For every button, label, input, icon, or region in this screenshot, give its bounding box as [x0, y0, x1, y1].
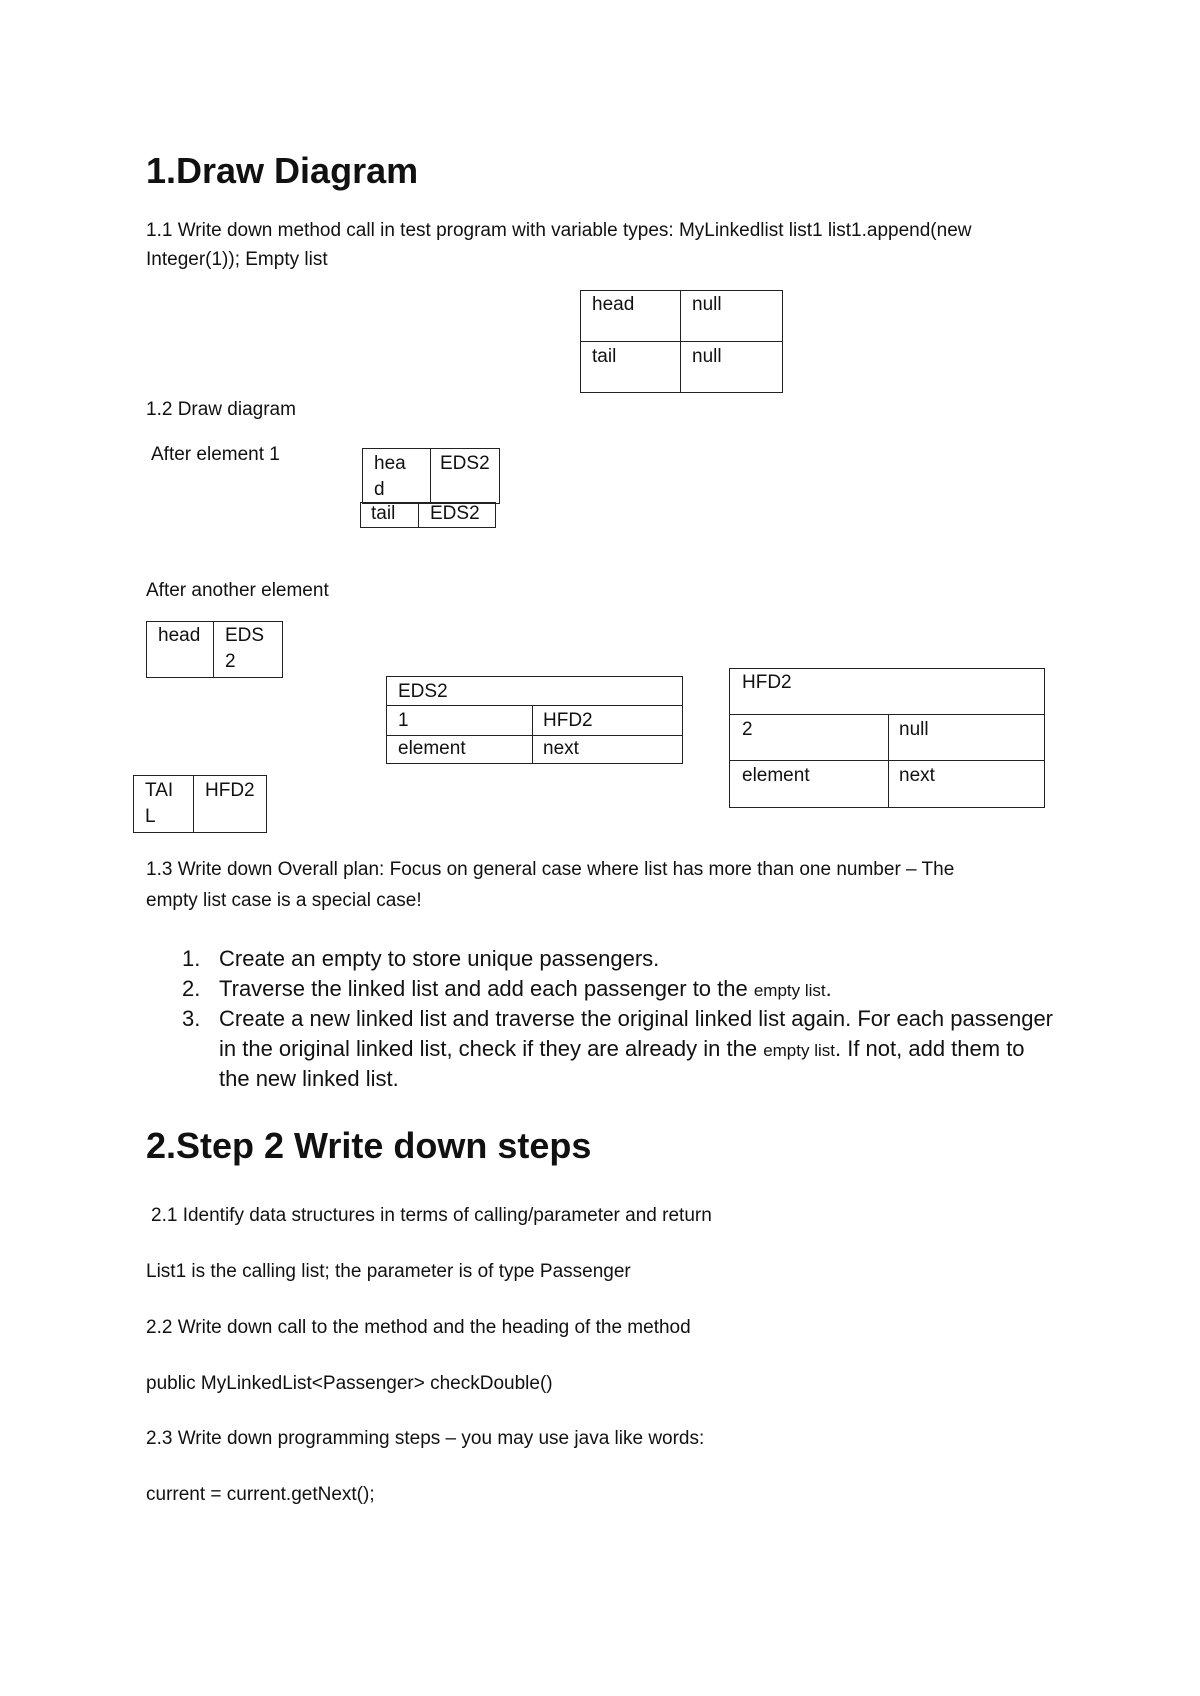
- list-item-text: in the original linked list, check if they are already in the: [219, 1036, 764, 1061]
- tail-value: null: [692, 346, 722, 367]
- list-item: Create a new linked list and traverse the original linked list again. For each passenger: [219, 1006, 1054, 1031]
- paragraph-2-2: 2.2 Write down call to the method and the heading of the method: [146, 1317, 691, 1338]
- paragraph-1-3-line2: empty list case is a special case!: [146, 890, 422, 911]
- table-divider: [532, 705, 533, 764]
- paragraph-1-1-line2: Integer(1)); Empty list: [146, 249, 328, 270]
- list-number: 1.: [182, 946, 201, 971]
- node-title: EDS2: [398, 681, 448, 702]
- list-item: Create an empty to store unique passengers.: [219, 946, 660, 971]
- paragraph-1-1-line1: 1.1 Write down method call in test program with variable types: MyLinkedlist list1 list1.append(new: [146, 220, 972, 241]
- list-number: 3.: [182, 1006, 201, 1031]
- tail-label: [145, 778, 173, 830]
- tail-label-part: TAI: [145, 780, 174, 801]
- paragraph-2-1-body: List1 is the calling list; the parameter is of type Passenger: [146, 1261, 631, 1282]
- section2-heading: 2.Step 2 Write down steps: [146, 1125, 592, 1166]
- element-value: 1: [398, 710, 409, 731]
- paragraph-1-3-line1: 1.3 Write down Overall plan: Focus on general case where list has more than one number – The: [146, 859, 955, 880]
- head-label-part: hea: [374, 453, 406, 474]
- list-item-text: .: [825, 976, 832, 1001]
- list-number: 2.: [182, 976, 201, 1001]
- list-item-text: . If not, add them to: [834, 1036, 1025, 1061]
- head-value: [225, 623, 264, 675]
- head-label: head: [158, 625, 201, 646]
- paragraph-2-2-body: public MyLinkedList<Passenger> checkDouble(): [146, 1373, 553, 1394]
- paragraph-1-2: 1.2 Draw diagram: [146, 399, 296, 420]
- next-value: HFD2: [543, 710, 593, 731]
- head-label-part: d: [374, 479, 385, 500]
- list-item: [219, 974, 832, 1006]
- head-value-part: EDS: [225, 625, 265, 646]
- tail-label-part: L: [145, 806, 156, 827]
- table-divider: [193, 775, 194, 833]
- head-label: head: [592, 294, 635, 315]
- element-label: element: [742, 765, 810, 786]
- head-label: [374, 451, 406, 503]
- table-divider: [729, 714, 1045, 715]
- table-divider: [888, 714, 889, 808]
- tail-label: tail: [592, 346, 617, 367]
- tail-value: HFD2: [205, 780, 255, 801]
- after-another-element-label: After another element: [146, 580, 329, 601]
- tail-label: tail: [371, 503, 396, 524]
- next-label: next: [543, 738, 579, 759]
- element-value: 2: [742, 719, 753, 740]
- paragraph-2-3-body: current = current.getNext();: [146, 1484, 375, 1505]
- paragraph-2-1: 2.1 Identify data structures in terms of calling/parameter and return: [151, 1205, 712, 1226]
- paragraph-2-3: 2.3 Write down programming steps – you may use java like words:: [146, 1428, 705, 1449]
- list-item-text: Traverse the linked list and add each passenger to the: [219, 976, 754, 1001]
- after-element-1-label: After element 1: [151, 444, 280, 465]
- head-value: EDS2: [440, 453, 490, 474]
- table-divider: [430, 448, 431, 504]
- node-title: HFD2: [742, 672, 792, 693]
- table-divider: [213, 621, 214, 678]
- table-divider: [729, 760, 1045, 761]
- table-divider: [418, 502, 419, 528]
- list-item-continuation: the new linked list.: [219, 1066, 399, 1091]
- head-value-part: 2: [225, 651, 236, 672]
- next-label: next: [899, 765, 935, 786]
- table-divider: [386, 705, 683, 706]
- list-item-continuation: [219, 1034, 1025, 1066]
- head-value: null: [692, 294, 722, 315]
- table-divider: [580, 341, 783, 342]
- next-value: null: [899, 719, 929, 740]
- element-label: element: [398, 738, 466, 759]
- tail-value: EDS2: [430, 503, 480, 524]
- section1-heading: 1.Draw Diagram: [146, 150, 419, 191]
- list-item-small-text: empty list: [763, 1041, 835, 1060]
- list-item-small-text: empty list: [753, 981, 826, 1000]
